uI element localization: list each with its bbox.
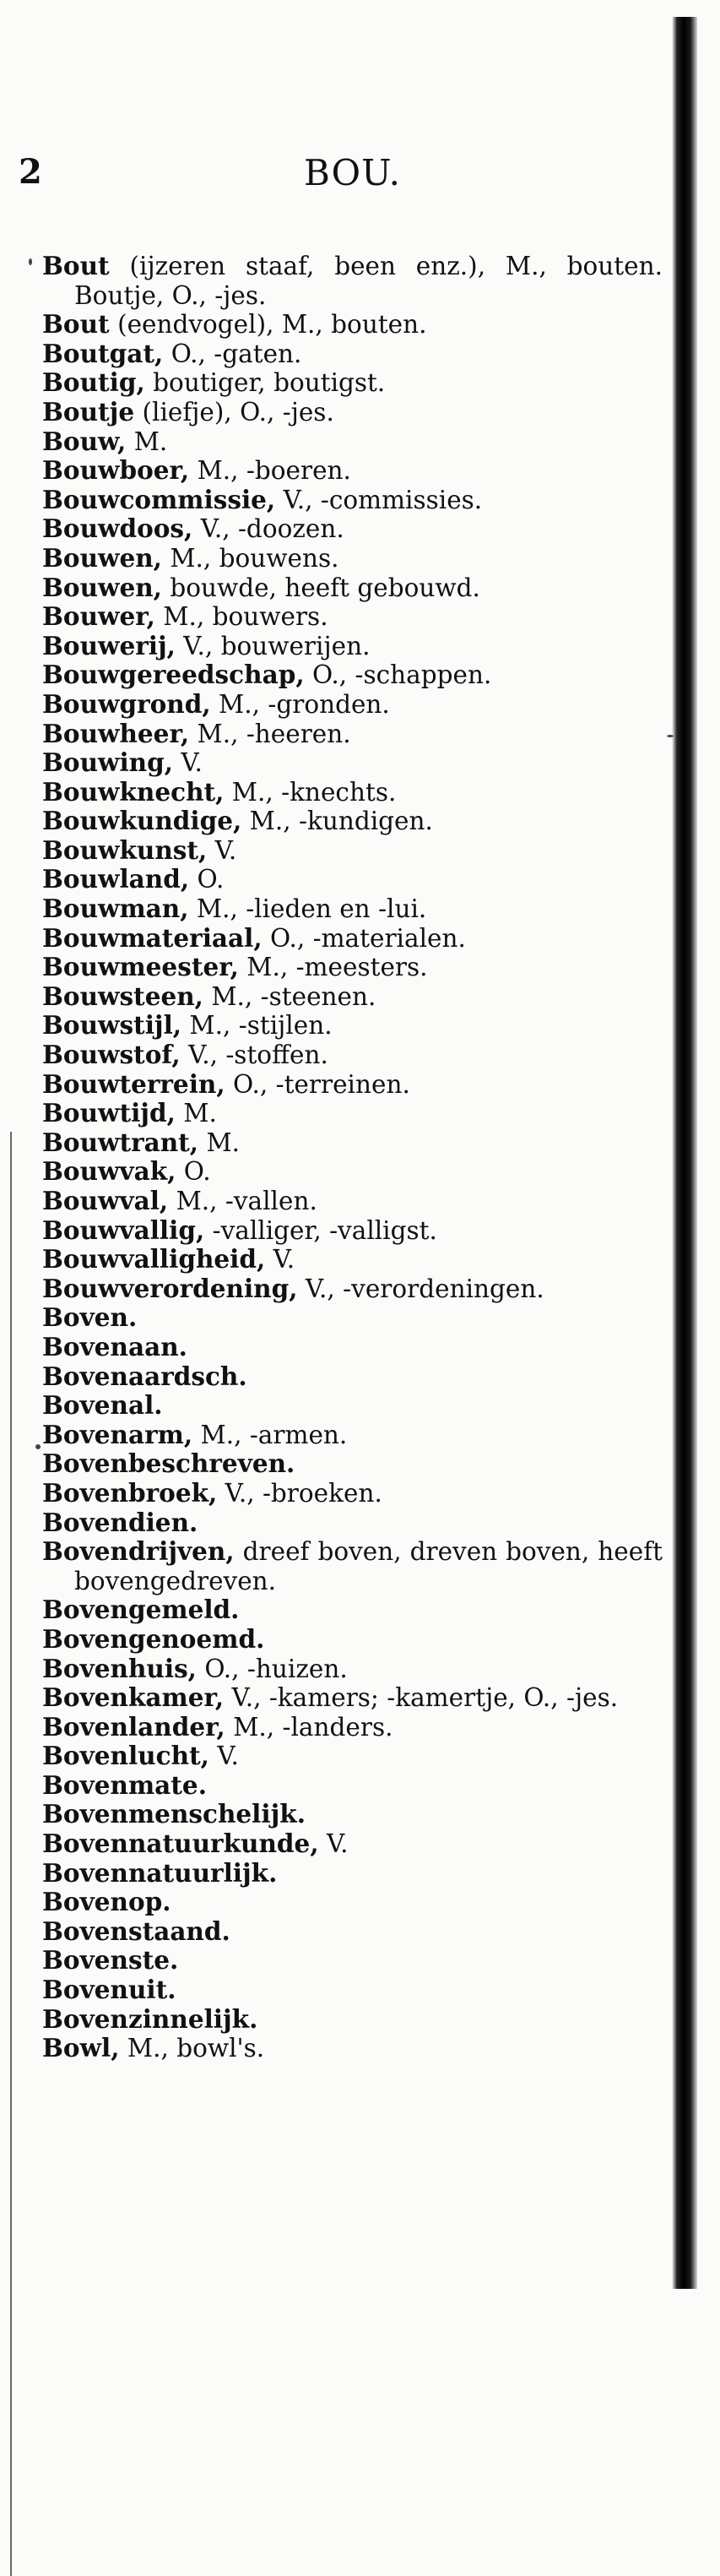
- dictionary-entry: [42, 1391, 663, 1421]
- dictionary-entry: [42, 1099, 663, 1128]
- dictionary-entry: [42, 544, 663, 573]
- dictionary-entry: [42, 1946, 663, 1975]
- entry-definition: V.: [173, 748, 203, 778]
- entry-headword: Bovenbeschreven.: [42, 1448, 295, 1479]
- entry-definition: V.: [265, 1245, 295, 1274]
- dictionary-entry: [42, 1070, 663, 1100]
- entry-headword: Bovenbroek,: [42, 1477, 218, 1508]
- entry-headword: Bouwkundige,: [42, 806, 242, 836]
- entry-definition: V., -commissies.: [275, 485, 483, 514]
- dictionary-entry: [42, 486, 663, 515]
- entry-definition: -valliger, -valligst.: [204, 1215, 437, 1245]
- dictionary-entry: [42, 456, 663, 486]
- entry-definition: boutiger, boutigst.: [144, 368, 386, 398]
- entry-definition: V.: [208, 1742, 239, 1771]
- entry-headword: Bouwer,: [42, 601, 155, 632]
- entry-definition: M., -armen.: [192, 1420, 348, 1449]
- entry-headword: Bovenlucht,: [42, 1741, 209, 1771]
- dictionary-entry: [42, 1742, 663, 1771]
- entry-definition: O., -huizen.: [196, 1654, 348, 1683]
- dictionary-entry: [42, 836, 663, 866]
- entry-headword: Bovendrijven,: [42, 1536, 235, 1567]
- entry-headword: Bovenal.: [42, 1390, 163, 1421]
- dictionary-entry: [42, 748, 663, 778]
- dictionary-entry-list: [42, 252, 663, 2063]
- dictionary-entry: [42, 953, 663, 982]
- entry-headword: Bouwen,: [42, 542, 162, 573]
- dictionary-entry: [42, 573, 663, 603]
- entry-headword: Bouwterrein,: [42, 1068, 225, 1099]
- entry-definition: M., -landers.: [225, 1712, 393, 1742]
- dictionary-entry: [42, 602, 663, 632]
- dictionary-entry: [42, 1508, 663, 1538]
- entry-definition: M., bowl's.: [119, 2034, 265, 2063]
- entry-definition: M., -meesters.: [238, 953, 428, 982]
- dictionary-entry: [42, 1128, 663, 1158]
- entry-headword: Bowl,: [42, 2033, 120, 2063]
- entry-definition: dreef boven, dreven boven, heeft bovengedreven.: [74, 1537, 663, 1595]
- entry-headword: Bovenop.: [42, 1887, 171, 1917]
- entry-headword: Bovengenoemd.: [42, 1623, 265, 1654]
- entry-definition: O., -gaten.: [163, 339, 302, 368]
- dictionary-entry: [42, 252, 663, 310]
- entry-headword: Bovenste.: [42, 1945, 179, 1975]
- entry-definition: O., -materialen.: [262, 923, 466, 953]
- dictionary-entry: [42, 1800, 663, 1829]
- entry-definition: V., -verordeningen.: [297, 1274, 544, 1303]
- entry-headword: Bovenmenschelijk.: [42, 1799, 306, 1829]
- entry-headword: Bouwen,: [42, 572, 162, 602]
- dictionary-entry: [42, 1479, 663, 1508]
- entry-definition: M., -lieden en -lui.: [188, 894, 427, 924]
- entry-headword: Bovennatuurkunde,: [42, 1829, 319, 1859]
- entry-definition: M., -knechts.: [224, 777, 397, 807]
- entry-headword: Bouwsteen,: [42, 981, 203, 1011]
- entry-headword: Bouwcommissie,: [42, 484, 276, 514]
- entry-headword: Bouwvak,: [42, 1156, 176, 1187]
- book-binding-edge: [672, 17, 697, 2289]
- entry-definition: V., -broeken.: [217, 1478, 382, 1508]
- entry-definition: bouwde, heeft gebouwd.: [161, 573, 480, 602]
- entry-headword: Bouwtrant,: [42, 1127, 199, 1157]
- entry-headword: Bouw,: [42, 426, 127, 456]
- entry-headword: Bouwheer,: [42, 718, 190, 748]
- dictionary-entry: [42, 1683, 663, 1713]
- entry-definition: (eendvogel), M., bouten.: [109, 310, 427, 340]
- dictionary-entry: [42, 1537, 663, 1595]
- entry-headword: Bouwval,: [42, 1186, 169, 1215]
- margin-speck: [35, 1444, 41, 1449]
- entry-definition: V., -stoffen.: [180, 1041, 328, 1070]
- entry-headword: Bouwtijd,: [42, 1098, 176, 1128]
- dictionary-entry: [42, 1655, 663, 1684]
- entry-headword: Bouwvalligheid,: [42, 1244, 266, 1274]
- dictionary-entry: [42, 1771, 663, 1801]
- dictionary-entry: [42, 807, 663, 836]
- dictionary-entry: [42, 340, 663, 369]
- entry-definition: O., -terreinen.: [225, 1069, 410, 1099]
- dictionary-entry: [42, 632, 663, 661]
- dictionary-entry: [42, 1595, 663, 1625]
- entry-definition: M., -boeren.: [189, 456, 351, 486]
- entry-definition: V., -doozen.: [192, 514, 344, 544]
- entry-definition: M., -vallen.: [168, 1187, 317, 1215]
- entry-definition: V.: [207, 835, 237, 865]
- entry-headword: Bovendien.: [42, 1507, 198, 1537]
- entry-headword: Bovengemeld.: [42, 1595, 240, 1625]
- dictionary-entry: [42, 368, 663, 398]
- dictionary-entry: [42, 514, 663, 544]
- entry-headword: Bovenlander,: [42, 1711, 225, 1742]
- entry-definition: M.: [198, 1128, 241, 1157]
- entry-headword: Bovenaan.: [42, 1331, 187, 1361]
- margin-rule: [10, 1132, 12, 2576]
- entry-definition: V., bouwerijen.: [175, 631, 371, 660]
- entry-headword: Bouwing,: [42, 747, 174, 778]
- dictionary-entry: [42, 1859, 663, 1889]
- entry-definition: (liefje), O., -jes.: [134, 397, 334, 427]
- dictionary-entry: [42, 660, 663, 690]
- dictionary-entry: [42, 2034, 663, 2063]
- dictionary-entry: [42, 1362, 663, 1392]
- dictionary-entry: [42, 1157, 663, 1187]
- dictionary-entry: [42, 1041, 663, 1070]
- dictionary-entry: [42, 865, 663, 894]
- entry-headword: Bouwgereedschap,: [42, 660, 305, 690]
- entry-definition: M., -steenen.: [203, 981, 376, 1011]
- dictionary-entry: [42, 1713, 663, 1742]
- dictionary-entry: [42, 982, 663, 1012]
- entry-headword: Boutje: [42, 396, 135, 427]
- dictionary-entry: [42, 310, 663, 340]
- dictionary-entry: [42, 1975, 663, 2005]
- dictionary-entry: [42, 1333, 663, 1362]
- dictionary-entry: [42, 427, 663, 457]
- running-head: BOU.: [304, 152, 401, 193]
- dictionary-entry: [42, 1245, 663, 1274]
- entry-headword: Bout: [42, 251, 110, 280]
- entry-definition: M., bouwers.: [154, 602, 328, 632]
- entry-headword: Bouwvallig,: [42, 1215, 205, 1245]
- entry-headword: Bouwmateriaal,: [42, 922, 263, 953]
- entry-definition: O.: [189, 865, 225, 894]
- entry-definition: M.: [126, 427, 168, 456]
- entry-definition: V., -kamers; -kamertje, O., -jes.: [224, 1683, 619, 1713]
- dictionary-entry: [42, 1888, 663, 1917]
- entry-headword: Bouwboer,: [42, 455, 190, 486]
- entry-headword: Bouwverordening,: [42, 1273, 298, 1303]
- dictionary-entry: [42, 2005, 663, 2035]
- entry-headword: Bouwman,: [42, 894, 189, 924]
- margin-speck: [29, 258, 32, 265]
- dictionary-entry: [42, 1216, 663, 1246]
- entry-definition: M.: [175, 1099, 217, 1128]
- dictionary-entry: [42, 1449, 663, 1479]
- entry-headword: Bovenuit.: [42, 1975, 176, 2005]
- entry-headword: Bouwstijl,: [42, 1010, 182, 1041]
- entry-headword: Bovennatuurlijk.: [42, 1857, 278, 1888]
- entry-definition: M., -heeren.: [189, 719, 351, 748]
- dictionary-entry: [42, 1421, 663, 1450]
- entry-headword: Bouwgrond,: [42, 688, 211, 719]
- entry-definition: M., -stijlen.: [181, 1011, 333, 1041]
- entry-definition: O.: [176, 1157, 211, 1187]
- dictionary-entry: [42, 720, 663, 749]
- entry-definition: (ijzeren staaf, been enz.), M., bouten. Boutje, O., -jes.: [74, 252, 663, 310]
- entry-headword: Boutgat,: [42, 338, 164, 368]
- dictionary-entry: [42, 1187, 663, 1216]
- dictionary-entry: [42, 1011, 663, 1041]
- dictionary-entry: [42, 690, 663, 720]
- entry-headword: Bouwdoos,: [42, 514, 193, 544]
- entry-headword: Bovenaardsch.: [42, 1361, 247, 1391]
- entry-definition: O., -schappen.: [304, 660, 492, 690]
- dictionary-entry: [42, 1274, 663, 1304]
- dictionary-entry: [42, 1829, 663, 1859]
- entry-definition: M., -gronden.: [210, 689, 390, 719]
- entry-headword: Bouwerij,: [42, 630, 176, 660]
- entry-headword: Bouwknecht,: [42, 776, 225, 807]
- entry-headword: Boutig,: [42, 367, 145, 398]
- entry-headword: Boven.: [42, 1302, 138, 1333]
- margin-speck: [667, 735, 674, 737]
- entry-headword: Bouwkunst,: [42, 834, 208, 865]
- entry-headword: Bovenmate.: [42, 1769, 207, 1800]
- dictionary-entry: [42, 1303, 663, 1333]
- entry-headword: Bovenzinnelijk.: [42, 2003, 258, 2034]
- page-number: 2: [19, 152, 42, 192]
- entry-headword: Bouwland,: [42, 864, 190, 894]
- dictionary-entry: [42, 1917, 663, 1947]
- entry-headword: Bovenkamer,: [42, 1682, 225, 1713]
- entry-definition: M., -kundigen.: [241, 807, 433, 836]
- entry-headword: Bovenhuis,: [42, 1653, 197, 1683]
- dictionary-entry: [42, 398, 663, 427]
- entry-headword: Bout: [42, 309, 110, 340]
- dictionary-entry: [42, 1625, 663, 1655]
- dictionary-entry: [42, 778, 663, 807]
- entry-headword: Bovenstaand.: [42, 1916, 230, 1946]
- entry-headword: Bouwmeester,: [42, 952, 239, 982]
- dictionary-entry: [42, 894, 663, 924]
- entry-definition: M., bouwens.: [161, 543, 339, 573]
- dictionary-entry: [42, 924, 663, 954]
- entry-headword: Bouwstof,: [42, 1040, 181, 1070]
- entry-headword: Bovenarm,: [42, 1419, 193, 1449]
- entry-definition: V.: [318, 1829, 349, 1859]
